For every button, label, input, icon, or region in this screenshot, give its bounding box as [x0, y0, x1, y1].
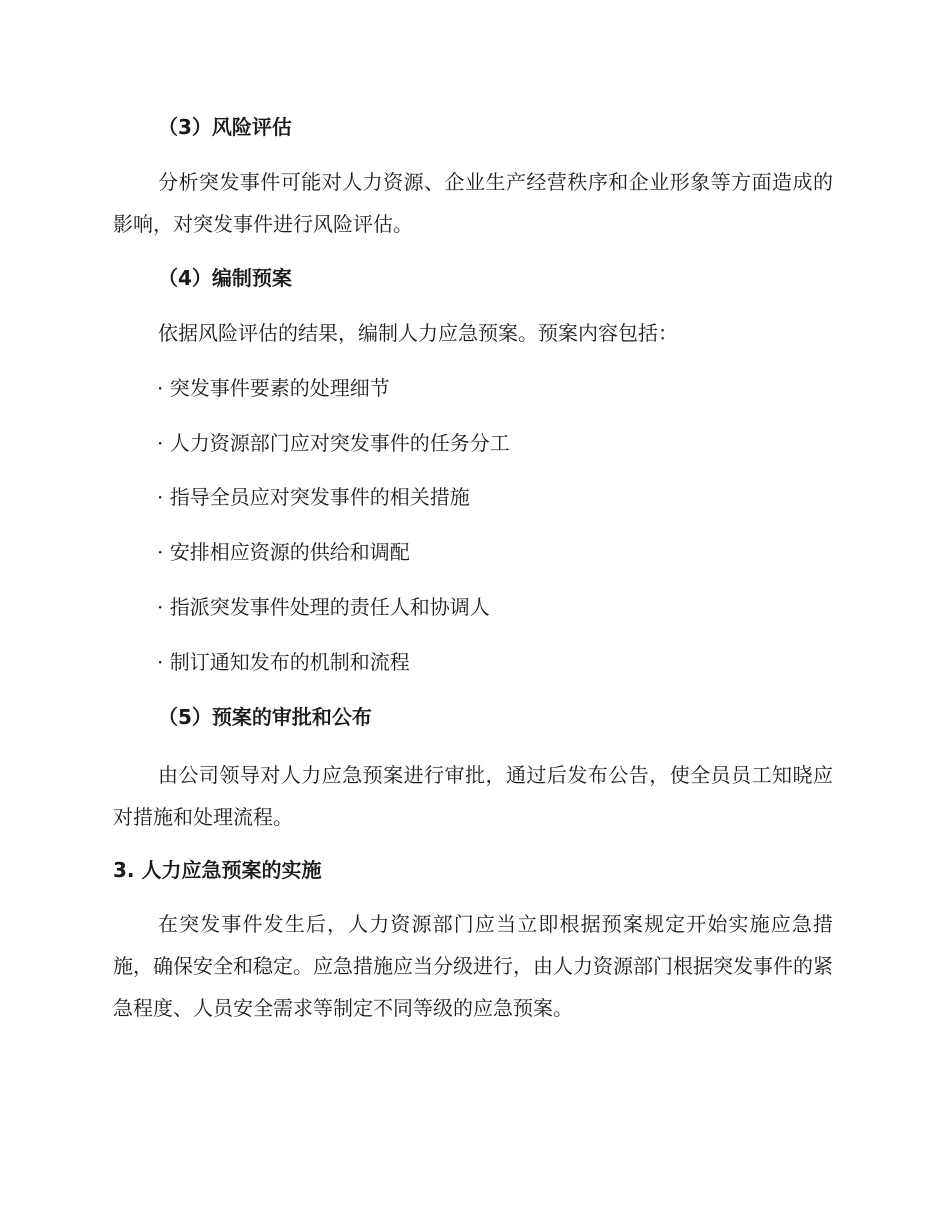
heading-risk-assessment: （3）风险评估 [158, 115, 292, 139]
paragraph-implementation: 在突发事件发生后，人力资源部门应当立即根据预案规定开始实施应急措施，确保安全和稳定。应急措施应当分级进行，由人力资源部门根据突发事件的紧急程度、人员安全需求等制定不同等级的应急预案。 [113, 912, 833, 1020]
list-item: · 突发事件要素的处理细节 [157, 376, 390, 400]
list-item: · 制订通知发布的机制和流程 [157, 650, 410, 674]
heading-approval: （5）预案的审批和公布 [158, 705, 372, 729]
paragraph-risk-assessment: 分析突发事件可能对人力资源、企业生产经营秩序和企业形象等方面造成的影响，对突发事件进行风险评估。 [113, 170, 833, 236]
list-item: · 指派突发事件处理的责任人和协调人 [157, 595, 490, 619]
list-item: · 安排相应资源的供给和调配 [157, 540, 410, 564]
paragraph-drafting-intro: 依据风险评估的结果，编制人力应急预案。预案内容包括： [158, 321, 678, 345]
heading-drafting: （4）编制预案 [158, 266, 292, 290]
list-item: · 指导全员应对突发事件的相关措施 [157, 485, 470, 509]
list-item: · 人力资源部门应对突发事件的任务分工 [157, 431, 510, 455]
paragraph-approval: 由公司领导对人力应急预案进行审批，通过后发布公告，使全员员工知晓应对措施和处理流程。 [113, 763, 833, 829]
heading-implementation: 3. 人力应急预案的实施 [113, 858, 322, 882]
